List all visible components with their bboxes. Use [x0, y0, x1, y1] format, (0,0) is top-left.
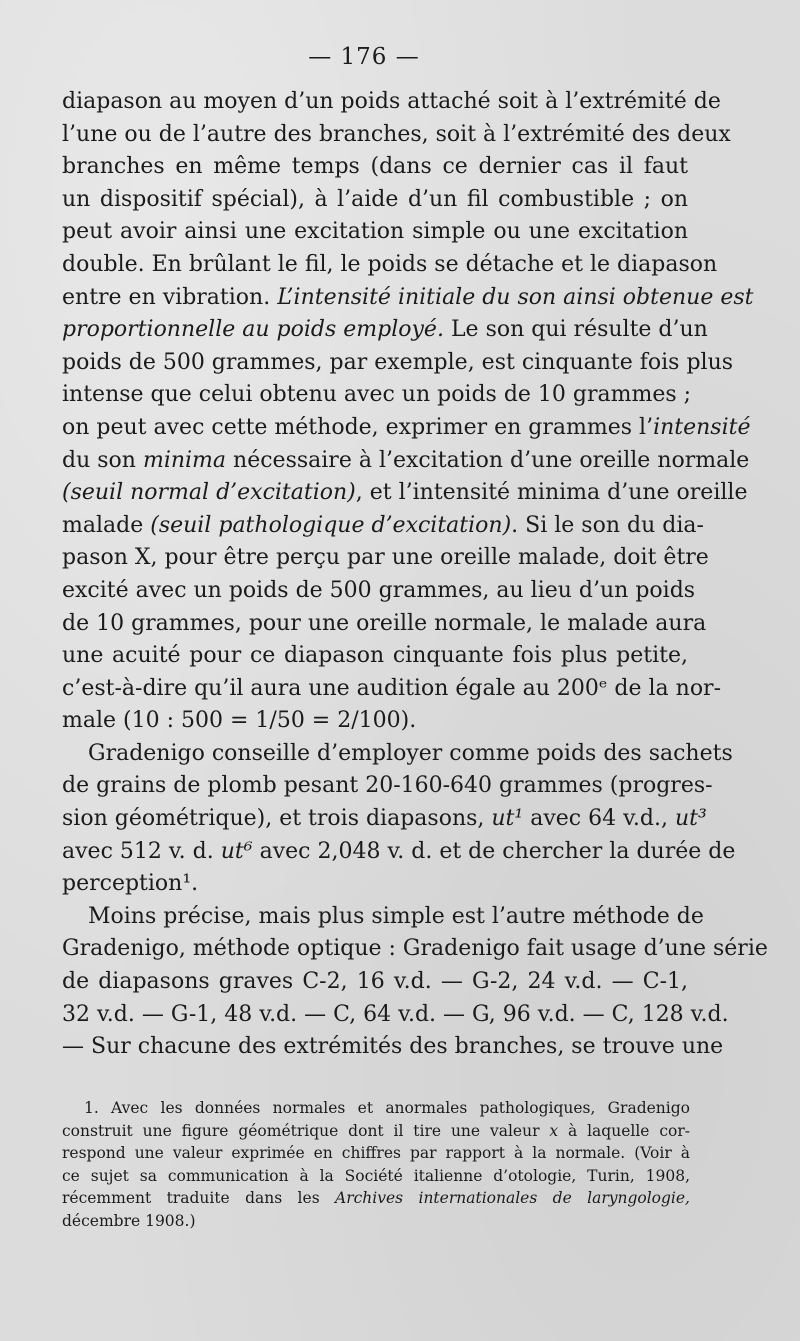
text-run: . Si le son du dia-: [511, 512, 704, 538]
text-line: poids de 500 grammes, par exemple, est cinquante fois plus: [62, 349, 734, 375]
text-run: Le son qui résulte d’un: [443, 317, 708, 343]
text-line: [62, 510, 704, 543]
footnote: [62, 1097, 690, 1232]
text-line: c’est-à-dire qu’il aura une audition égale au 200ᵉ de la nor-: [62, 675, 722, 701]
text-run: à laquelle cor-: [558, 1121, 690, 1140]
text-line: une acuité pour ce diapason cinquante fois plus petite,: [62, 643, 688, 669]
text-run: entre en vibration.: [62, 284, 278, 310]
text-line: male (10 : 500 = 1/50 = 2/100).: [62, 708, 417, 734]
text-line: peut avoir ainsi une excitation simple ou une excitation: [62, 219, 688, 245]
text-run: , et l’intensité minima d’une oreille: [355, 480, 748, 506]
text-line: excité avec un poids de 500 grammes, au lieu d’un poids: [62, 577, 696, 603]
italic-run: L’intensité initiale du son ainsi obtenue est: [277, 284, 754, 310]
italic-run: intensité: [653, 414, 751, 440]
text-line: 32 v.d. — G-1, 48 v.d. — C, 64 v.d. — G, 96 v.d. — C, 128 v.d.: [62, 1001, 729, 1027]
italic-run: minima: [142, 447, 227, 473]
text-run: on peut avec cette méthode, exprimer en grammes l’: [62, 414, 654, 440]
text-line: pason X, pour être perçu par une oreille malade, doit être: [62, 545, 709, 571]
text-line: [62, 803, 707, 836]
footnote-line: 1. Avec les données normales et anormales pathologiques, Gradenigo: [84, 1099, 690, 1117]
text-line: [62, 412, 751, 445]
text-run: récemment traduite dans les: [62, 1189, 336, 1207]
text-run: avec 64 v.d.,: [523, 806, 675, 832]
italic-run: Archives internationales de laryngologie,: [335, 1189, 690, 1207]
text-line: Gradenigo, méthode optique : Gradenigo fait usage d’une série: [62, 936, 768, 962]
text-line: [62, 477, 748, 510]
body-text: [62, 86, 768, 1064]
text-line: perception¹.: [62, 871, 199, 897]
text-run: du son: [62, 447, 143, 473]
italic-run: ut³: [674, 806, 707, 832]
text-line: Gradenigo conseille d’employer comme poids des sachets: [88, 740, 733, 766]
text-run: avec 512 v. d.: [62, 838, 221, 864]
italic-run: ut¹: [491, 806, 524, 832]
text-line: de diapasons graves C-2, 16 v.d. — G-2, 24 v.d. — C-1,: [62, 969, 688, 995]
text-line: de 10 grammes, pour une oreille normale, le malade aura: [62, 610, 707, 636]
text-run: avec 2,048 v. d. et de chercher la durée de: [252, 838, 736, 864]
text-run: nécessaire à l’excitation d’une oreille normale: [226, 447, 750, 473]
text-line: l’une ou de l’autre des branches, soit à l’extrémité des deux: [62, 121, 731, 147]
text-run: sion géométrique), et trois diapasons,: [62, 806, 492, 832]
italic-run: x: [549, 1121, 559, 1140]
footnote-line: respond une valeur exprimée en chiffres par rapport à la normale. (Voir à: [62, 1144, 690, 1162]
text-line: — Sur chacune des extrémités des branches, se trouve une: [62, 1034, 724, 1060]
italic-run: proportionnelle au poids employé.: [62, 317, 444, 343]
italic-run: (seuil pathologique d’excitation): [150, 512, 512, 538]
italic-run: ut⁶: [220, 838, 253, 864]
text-line: [62, 282, 754, 315]
text-line: [62, 314, 708, 347]
page-number: — 176 —: [308, 44, 420, 70]
footnote-line: décembre 1908.): [62, 1211, 196, 1230]
text-line: de grains de plomb pesant 20-160-640 grammes (progres-: [62, 773, 713, 799]
text-line: [62, 836, 736, 869]
text-line: diapason au moyen d’un poids attaché soit à l’extrémité de: [62, 89, 721, 114]
footnote-line: [62, 1120, 690, 1143]
text-line: un dispositif spécial), à l’aide d’un fil combustible ; on: [62, 186, 688, 212]
text-run: malade: [62, 512, 151, 538]
text-line: Moins précise, mais plus simple est l’autre méthode de: [88, 903, 704, 929]
text-line: branches en même temps (dans ce dernier cas il faut: [62, 154, 688, 180]
text-line: [62, 445, 750, 478]
footnote-line: ce sujet sa communication à la Société italienne d’otologie, Turin, 1908,: [62, 1166, 690, 1185]
footnote-line: [62, 1187, 690, 1210]
italic-run: (seuil normal d’excitation): [62, 480, 356, 506]
text-line: intense que celui obtenu avec un poids de 10 grammes ;: [62, 382, 692, 408]
text-line: double. En brûlant le fil, le poids se détache et le diapason: [62, 251, 718, 277]
text-run: construit une figure géométrique dont il tire une valeur: [62, 1121, 550, 1140]
